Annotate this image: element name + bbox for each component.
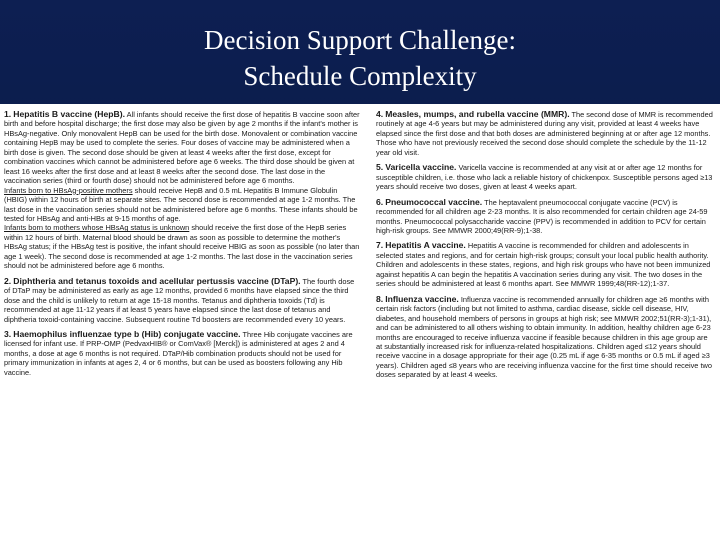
footnote-varicella	[376, 163, 714, 191]
footnote-heading: Hepatitis A vaccine.	[385, 240, 466, 251]
footnote-subparagraph	[4, 223, 362, 270]
footnote-paragraph	[376, 198, 714, 236]
footnote-paragraph	[376, 295, 714, 380]
footnote-paragraph	[4, 110, 362, 186]
footnote-paragraph	[376, 163, 714, 191]
footnote-heading: Pneumococcal vaccine.	[385, 196, 483, 207]
footnote-heading: Varicella vaccine.	[385, 162, 457, 173]
footnote-number: 3.	[4, 328, 12, 339]
footnote-mmr	[376, 110, 714, 157]
footnote-influenza	[376, 295, 714, 380]
footnote-heading: Haemophilus influenzae type b (Hib) conjugate vaccine.	[13, 328, 241, 339]
subheading-hbsag-unknown: Infants born to mothers whose HBsAg status is unknown	[4, 223, 190, 233]
footnote-text: Three Hib conjugate vaccines are licensed for infant use. If PRP-OMP (PedvaxHIB® or ComVax® [Merck]) is administered at ages 2 and 4 months, a dose at age 6 months is not required. DTaP/Hib combination products should not be used for primary immunization in infants at ages 2, 4 or 6 months, but can be used as boosters following any Hib vaccine.	[4, 329, 353, 377]
footnote-number: 5.	[376, 162, 384, 173]
slide-title-line-2: Schedule Complexity	[243, 61, 477, 91]
footnote-hepatitis-a	[376, 241, 714, 288]
footnote-hib	[4, 330, 362, 377]
footnote-number: 2.	[4, 275, 12, 286]
footnote-hepb	[4, 110, 362, 271]
slide-title	[0, 22, 720, 94]
footnote-pneumococcal	[376, 198, 714, 236]
schedule-footnotes-document	[0, 104, 720, 540]
footnote-paragraph	[4, 330, 362, 377]
footnote-heading: Diphtheria and tetanus toxoids and acellular pertussis vaccine (DTaP).	[13, 275, 301, 286]
footnote-text: Hepatitis A vaccine is recommended for children and adolescents in selected states and regions, and for certain high-risk groups; consult your local public health authority. Children and adolescents in these states, regions, and high risk groups who have not been immunized against hepatitis A can begin the hepatitis A vaccination series during any visit. The two doses in the series should be administered at least 6 months apart. See MMWR 1999;48(RR-12);1-37.	[376, 241, 711, 289]
footnote-paragraph	[4, 277, 362, 324]
footnote-text: should receive HepB and 0.5 mL Hepatitis B Immune Globulin (HBIG) within 12 hours of birth at separate sites. The second dose is recommended at age 1-2 months. The last dose in the vaccination series should not be administered before age 6 months. These infants should be tested for HBsAg and anti-HBs at 9-15 months of age.	[4, 185, 358, 223]
footnote-text: The second dose of MMR is recommended routinely at age 4-6 years but may be administered during any visit, provided at least 4 weeks have elapsed since the first dose and that both doses are administered beginning at or after age 12 months. Those who have not previously received the second dose should complete the schedule by the 11-12 year old visit.	[376, 110, 713, 157]
footnote-text: Influenza vaccine is recommended annually for children age ≥6 months with certain risk factors (including but not limited to asthma, cardiac disease, sickle cell disease, HIV, diabetes, and household members of persons in groups at high risk; see MMWR 2002;51(RR-3);1-31), and can be administered to all others wishing to obtain immunity. In addition, healthy children age 6-23 months are encouraged to receive influenza vaccine if feasible because children in this age group are at substantially increased risk for influenza-related hospitalizations. Children aged ≤12 years should receive vaccine in a dosage appropriate for their age (0.25 mL if age 6-35 months or 0.5 mL if aged ≥3 years). Children aged ≤8 years who are receiving influenza vaccine for the first time should receive two doses separated by at least 4 weeks.	[376, 294, 712, 380]
footnote-number: 8.	[376, 293, 384, 304]
footnote-text: The heptavalent pneumococcal conjugate vaccine (PCV) is recommended for all children age 2-23 months. It is also recommended for certain children age 24-59 months. Pneumococcal polysaccharide vaccine (PPV) is recommended in addition to PCV for certain high-risk groups. See MMWR 2000;49(RR-9);1-38.	[376, 197, 708, 235]
footnote-number: 6.	[376, 196, 384, 207]
footnote-paragraph	[376, 110, 714, 157]
footnote-number: 4.	[376, 109, 384, 119]
footnote-heading: Measles, mumps, and rubella vaccine (MMR).	[385, 109, 570, 119]
footnote-text: The fourth dose of DTaP may be administered as early as age 12 months, provided 6 months have elapsed since the third dose and the child is unlikely to return at age 15-18 months. Tetanus and diphtheria toxoids (Td) is recommended at age 11-12 years if at least 5 years have elapsed since the last dose of tetanus and diphtheria toxoid-containing vaccine. Subsequent routine Td boosters are recommended every 10 years.	[4, 276, 355, 324]
left-column	[4, 110, 362, 383]
slide-title-line-1: Decision Support Challenge:	[204, 25, 516, 55]
footnote-text: Varicella vaccine is recommended at any visit at or after age 12 months for susceptible children, i.e. those who lack a reliable history of chickenpox. Susceptible persons aged ≥13 years should receive two doses, given at least 4 weeks apart.	[376, 163, 713, 192]
right-column	[376, 110, 714, 386]
footnote-number: 7.	[376, 240, 384, 251]
subheading-hbsag-positive: Infants born to HBsAg-positive mothers	[4, 185, 133, 195]
footnote-heading: Hepatitis B vaccine (HepB).	[13, 109, 125, 119]
footnote-heading: Influenza vaccine.	[385, 293, 459, 304]
footnote-text: All infants should receive the first dose of hepatitis B vaccine soon after birth and before hospital discharge; the first dose may also be given by age 2 months if the infant's mother is HBsAg-negative. Only monovalent HepB can be used for the birth dose. Monovalent or combination vaccine containing HepB may be used to complete the series. Four doses of vaccine may be administered when a birth dose is given. The second dose should be given at least 4 weeks after the first dose, except for combination vaccines which cannot be administered before age 6 weeks. The third dose should be given at least 16 weeks after the first dose and at least 8 weeks after the second dose. The last dose in the vaccination series (third or fourth dose) should not be administered before age 6 months.	[4, 110, 360, 186]
footnote-number: 1.	[4, 109, 12, 119]
footnote-dtap	[4, 277, 362, 324]
footnote-paragraph	[376, 241, 714, 288]
footnote-subparagraph	[4, 186, 362, 224]
footnote-text: should receive the first dose of the HepB series within 12 hours of birth. Maternal blood should be drawn as soon as possible to determine the mother's HBsAg status; if the HBsAg test is positive, the infant should receive HBIG as soon as possible (no later than age 1 week). The second dose is recommended at age 1-2 months. The last dose in the vaccination series should not be administered before age 6 months.	[4, 223, 360, 271]
